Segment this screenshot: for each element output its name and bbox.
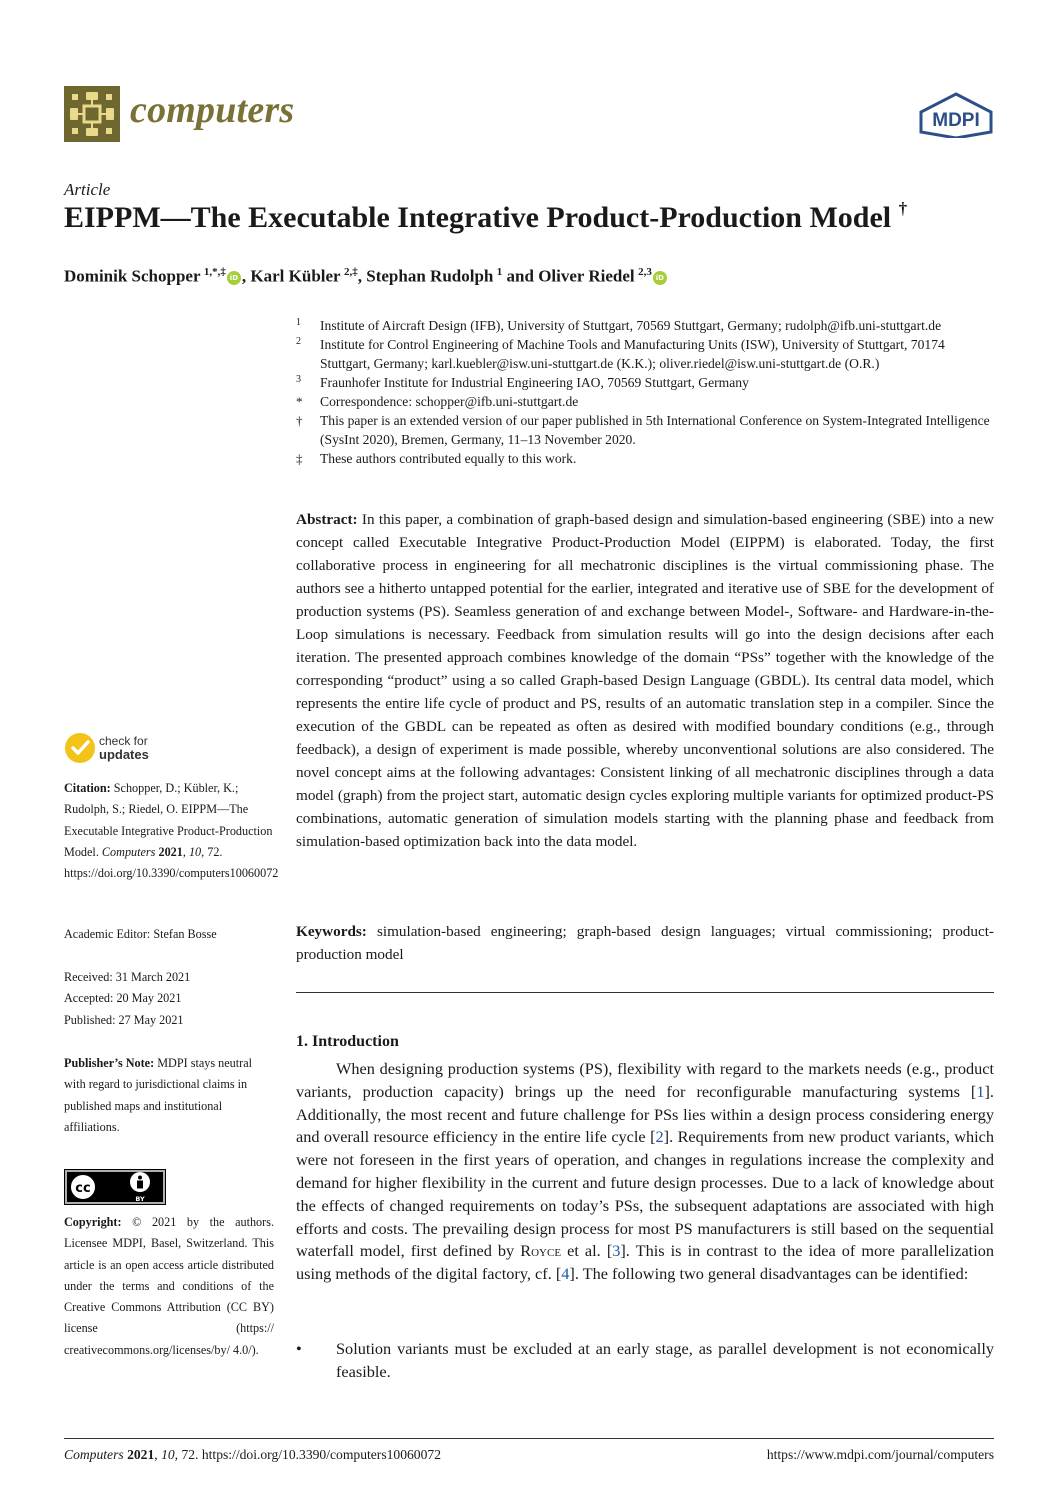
footnote-note: † This paper is an extended version of our paper published in 5th International Conference on System-Integrated Intelligence (SysInt 2020), Bremen, Germany, 11–13 November 2020.	[296, 413, 990, 447]
affiliations	[296, 316, 996, 468]
author-small-caps: Royce	[520, 1241, 562, 1261]
footnote-note: ‡ These authors contributed equally to this work.	[296, 451, 577, 466]
keywords-text: simulation-based engineering; graph-based design languages; virtual commissioning; product-production model	[296, 923, 994, 963]
orcid-icon[interactable]: iD	[227, 271, 241, 285]
copyright-notice: Copyright: © 2021 by the authors. Licensee MDPI, Basel, Switzerland. This article is an open access article distributed under the terms and conditions of the Creative Commons Attribution (CC BY) license (https:// creativecommons.org/licenses/by/ 4.0/).	[64, 1215, 274, 1357]
abstract	[296, 508, 994, 853]
author-affiliation-marks: 2,3	[638, 266, 652, 278]
doi-link[interactable]: , 72. https://doi.org/10.3390/computers10060072	[64, 844, 279, 881]
publication-dates	[64, 967, 274, 1031]
article-title	[64, 201, 907, 235]
journal-url-link[interactable]: https://www.mdpi.com/journal/computers	[766, 1447, 994, 1462]
academic-editor: Academic Editor: Stefan Bosse	[64, 927, 217, 941]
check-for-updates-button[interactable]: check for updates	[64, 732, 174, 772]
received-date: Received: 31 March 2021	[64, 970, 191, 984]
citation-link[interactable]: 3	[612, 1241, 621, 1261]
citation-link[interactable]: 2	[655, 1127, 664, 1147]
svg-text:cc: cc	[75, 1181, 91, 1196]
citation-link[interactable]: 1	[976, 1081, 985, 1101]
journal-name: computers	[130, 89, 295, 131]
affiliation-item: 3 Fraunhofer Institute for Industrial Engineering IAO, 70569 Stuttgart, Germany	[296, 374, 749, 390]
citation-link[interactable]: 4	[561, 1264, 570, 1284]
cc-by-license-badge[interactable]	[64, 1169, 166, 1205]
abstract-text: In this paper, a combination of graph-based design and simulation-based engineering (SBE) into a new concept called Executable Integrative Product-Production Model (EIPPM) is elaborated. Today, the first collaborative process in engineering for all mechatronic disciplines is the virtual commissioning phase. The authors see a hitherto untapped potential for the earlier, integrated and iterative use of SBE for the development of production systems (PS). Seamless generation of and exchange between Model-, Software- and Hardware-in-the-Loop simulations is necessary. Feedback from simulation results will go into the design decisions after each iteration. The presented approach combines knowledge of the domain “PSs” together with the knowledge of the corresponding “product” using a so called Graph-based Design Language (GBDL). Its central data model, which represents the entire life cycle of product and PS, results of an automatic translation step in a compiler. Since the execution of the GBDL can be repeated as often as desired with modified boundary conditions (e.g., through feedback), a design of experiment is made possible, whereby unconventional solutions are also considered. The novel concept aims at the following advantages: Consistent linking of all mechatronic disciplines through a data model (graph) from the project start, automatic design cycles exploring multiple variants for optimized product-PS combinations, automatic generation of simulation models starting with the planning phase and feedback from simulation-based optimization back into the data model.	[296, 511, 995, 850]
bullet-text: Solution variants must be excluded at an early stage, as parallel development is not economically feasible.	[336, 1339, 994, 1381]
check-updates-icon	[64, 732, 96, 764]
section-heading: 1. Introduction	[296, 1033, 399, 1050]
bullet-marker: •	[296, 1339, 302, 1358]
svg-text:BY: BY	[135, 1195, 145, 1203]
svg-text:MDPI: MDPI	[932, 110, 980, 131]
author-name: Karl Kübler	[250, 266, 341, 286]
abstract-label: Abstract:	[296, 511, 358, 528]
affiliation-item: 1 Institute of Aircraft Design (IFB), University of Stuttgart, 70569 Stuttgart, Germany; rudolph@ifb.uni-stuttgart.de	[296, 317, 942, 333]
title-text: EIPPM—The Executable Integrative Product-Production Model	[64, 201, 892, 234]
author-list: Dominik Schopper $^{1,*,\ddagger}$ iD , Karl Kübler $^{2,\ddagger}$, Stephan Rudolph $^1$ and Oliver Riedel $^{2,3}$ iD	[64, 266, 668, 287]
accepted-date: Accepted: 20 May 2021	[64, 991, 182, 1006]
article-type: Article	[64, 180, 111, 199]
mdpi-logo	[917, 92, 995, 138]
author-affiliation-marks: 2,‡	[344, 266, 358, 278]
author-affiliation-marks: 1	[496, 266, 503, 278]
correspondence: * Correspondence: schopper@ifb.uni-stuttgart.de	[296, 394, 579, 409]
bullet-item	[296, 1337, 994, 1383]
footer-divider	[64, 1438, 994, 1439]
citation-block: Citation: Schopper, D.; Kübler, K.; Rudolph, S.; Riedel, O. EIPPM—The Executable Integrative Product-Production Model. Computers 2021, 10, 72. https://doi.org/10.3390/computers10060072	[64, 781, 279, 881]
orcid-icon[interactable]: iD	[653, 271, 667, 285]
keywords-label: Keywords:	[296, 923, 367, 940]
computers-journal-logo	[64, 86, 120, 142]
keywords	[296, 920, 994, 966]
footer-citation: Computers 2021, 10, 72. https://doi.org/10.3390/computers10060072	[64, 1447, 441, 1462]
author-name: Stephan Rudolph	[366, 266, 494, 286]
affiliation-item: 2 Institute for Control Engineering of Machine Tools and Manufacturing Units (ISW), University of Stuttgart, 70174 Stuttgart, Germany; karl.kuebler@isw.uni-stuttgart.de (K.K.); oliver.riedel@isw.uni-stuttgart.de (O.R.)	[296, 336, 945, 371]
publishers-note: Publisher’s Note: MDPI stays neutral with regard to jurisdictional claims in published maps and institutional affiliations.	[64, 1056, 252, 1134]
intro-paragraph: When designing production systems (PS), flexibility with regard to the markets needs (e.g., product variants, production capacity) brings up the need for reconfigurable manufacturing systems [1]. Additionally, the most recent and future challenge for PSs lies within a design process considering energy and overall resource efficiency in the entire life cycle [2]. Requirements from new product variants, which were not foreseen in the first years of operation, and changes in regulations increase the complexity and demand for higher flexibility in the current and future design processes. Due to a lack of knowledge about the effects of changed requirements on today’s PSs, the subsequent adaptations are associated with high efforts and costs. The prevailing design process for most PS manufacturers is still based on the sequential waterfall model, first defined by Royce et al. [3]. This is in contrast to the idea of more parallelization using methods of the digital factory, cf. [4]. The following two general disadvantages can be identified:	[296, 1059, 995, 1284]
title-footnote-mark: †	[898, 199, 908, 218]
author-affiliation-marks: 1,*,‡	[203, 266, 226, 278]
author-name: Dominik Schopper	[64, 266, 201, 286]
footer-doi-link[interactable]: , 72. https://doi.org/10.3390/computers10060072	[174, 1447, 441, 1462]
divider	[296, 992, 994, 993]
published-date: Published: 27 May 2021	[64, 1012, 184, 1027]
author-name: Oliver Riedel	[538, 266, 635, 286]
